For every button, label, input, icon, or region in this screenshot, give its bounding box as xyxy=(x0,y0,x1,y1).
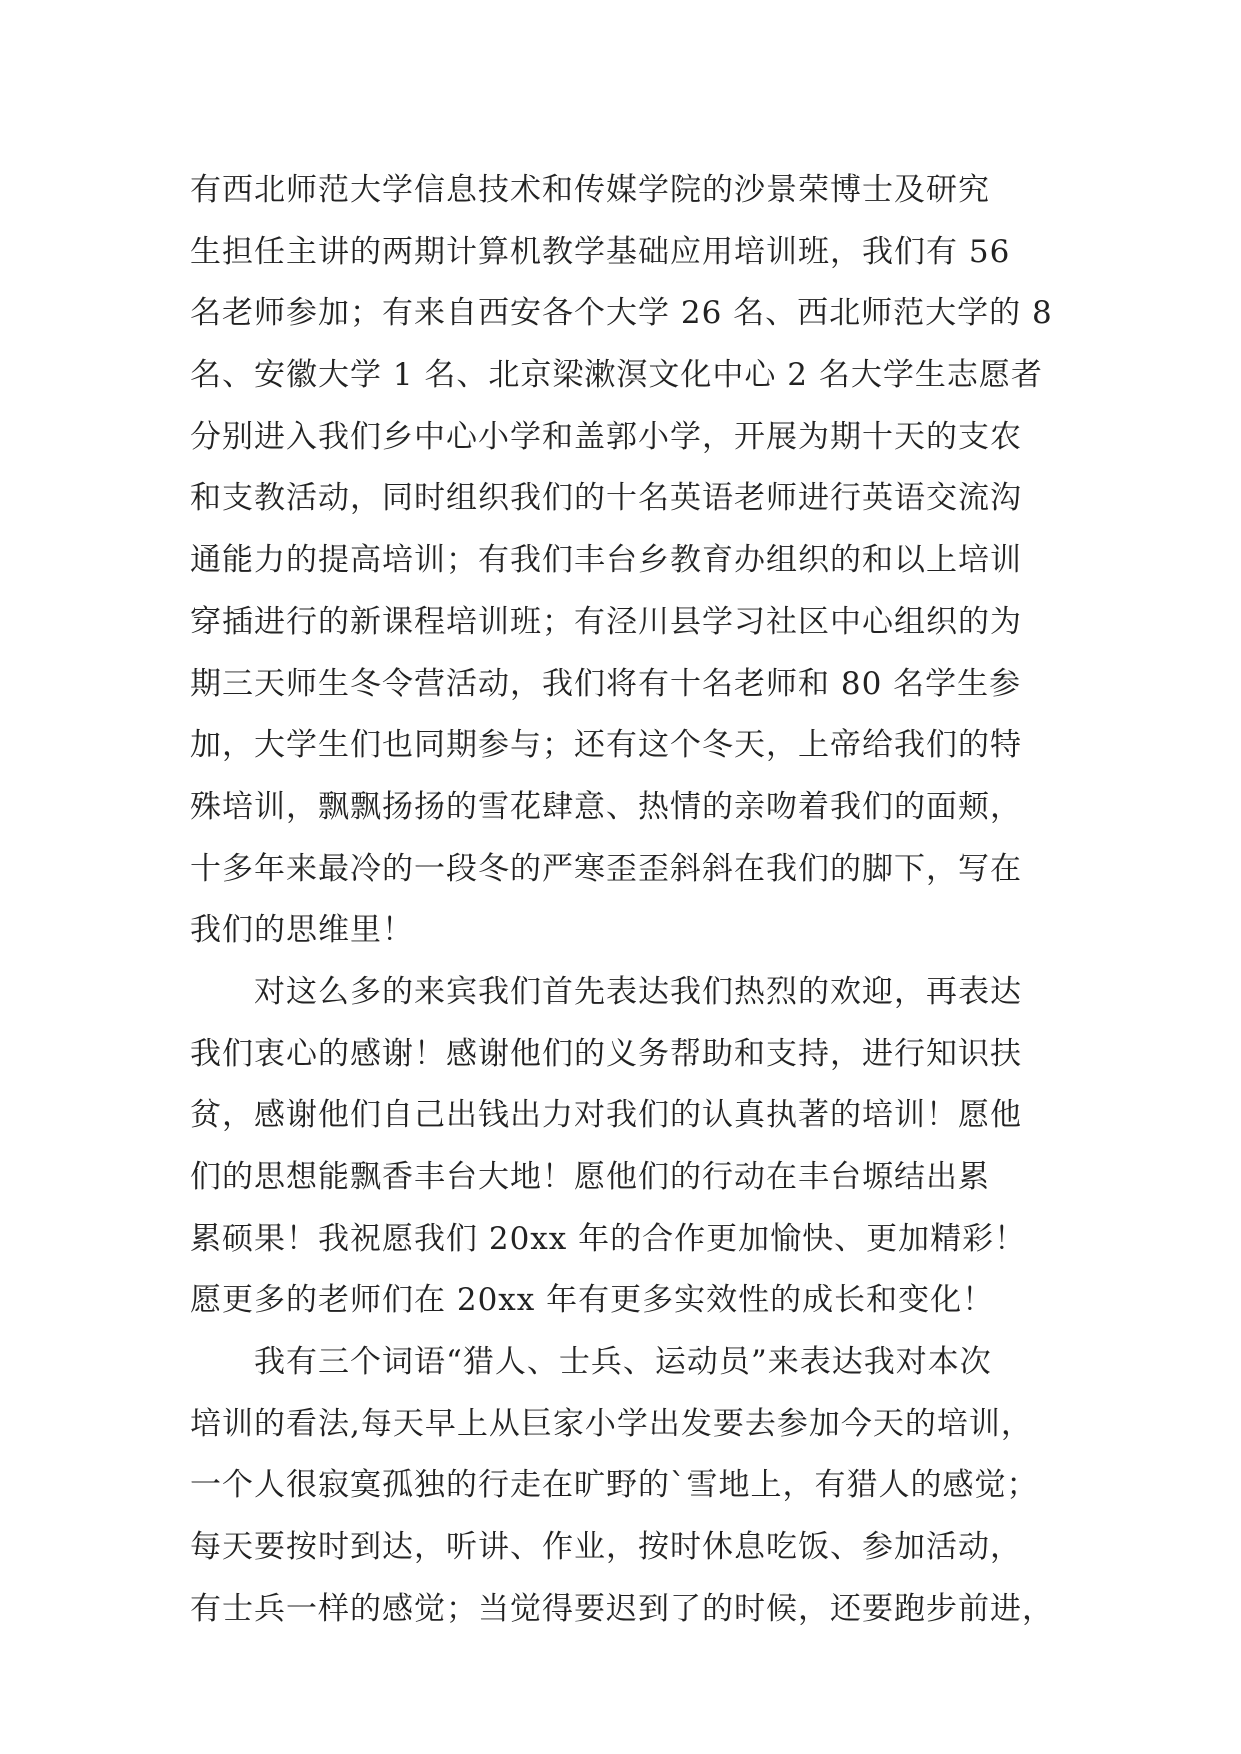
text-line: 有士兵一样的感觉；当觉得要迟到了的时候，还要跑步前进， xyxy=(190,1590,1054,1627)
body-text xyxy=(190,160,1054,1641)
text-line: 每天要按时到达，听讲、作业，按时休息吃饭、参加活动， xyxy=(190,1529,1022,1566)
text-line: 和支教活动，同时组织我们的十名英语老师进行英语交流沟 xyxy=(190,480,1022,517)
text-line: 培训的看法,每天早上从巨家小学出发要去参加今天的培训， xyxy=(190,1405,1033,1442)
text-line: 们的思想能飘香丰台大地！愿他们的行动在丰台塬结出累 xyxy=(190,1159,990,1195)
text-line: 一个人很寂寞孤独的行走在旷野的`雪地上，有猎人的感觉； xyxy=(190,1467,1039,1504)
text-line: 累硕果！我祝愿我们 20xx 年的合作更加愉快、更加精彩！ xyxy=(190,1220,1027,1257)
text-line: 加，大学生们也同期参与；还有这个冬天，上帝给我们的特 xyxy=(190,727,1022,764)
text-line: 我们衷心的感谢！感谢他们的义务帮助和支持，进行知识扶 xyxy=(190,1035,1022,1072)
text-line: 有西北师范大学信息技术和传媒学院的沙景荣博士及研究 xyxy=(190,172,990,208)
text-line: 殊培训，飘飘扬扬的雪花肆意、热情的亲吻着我们的面颊， xyxy=(190,788,1022,825)
text-line: 名老师参加；有来自西安各个大学 26 名、西北师范大学的 8 xyxy=(190,295,1053,332)
text-line: 我有三个词语“猎人、士兵、运动员”来表达我对本次 xyxy=(190,1344,992,1381)
text-line: 我们的思维里！ xyxy=(190,912,414,949)
text-line: 通能力的提高培训；有我们丰台乡教育办组织的和以上培训 xyxy=(190,542,1022,579)
text-line: 愿更多的老师们在 20xx 年有更多实效性的成长和变化！ xyxy=(190,1282,995,1319)
text-line: 贫，感谢他们自己出钱出力对我们的认真执著的培训！愿他 xyxy=(190,1097,1022,1134)
text-line: 分别进入我们乡中心小学和盖郭小学，开展为期十天的支农 xyxy=(190,418,1022,455)
text-line: 期三天师生冬令营活动，我们将有十名老师和 80 名学生参 xyxy=(190,665,1022,702)
text-line: 名、安徽大学 1 名、北京梁漱溟文化中心 2 名大学生志愿者 xyxy=(190,357,1043,394)
text-line: 生担任主讲的两期计算机教学基础应用培训班，我们有 56 xyxy=(190,233,1011,270)
text-line: 对这么多的来宾我们首先表达我们热烈的欢迎，再表达 xyxy=(190,973,1022,1010)
text-line: 穿插进行的新课程培训班；有泾川县学习社区中心组织的为 xyxy=(190,603,1022,640)
text-line: 十多年来最冷的一段冬的严寒歪歪斜斜在我们的脚下，写在 xyxy=(190,850,1022,887)
